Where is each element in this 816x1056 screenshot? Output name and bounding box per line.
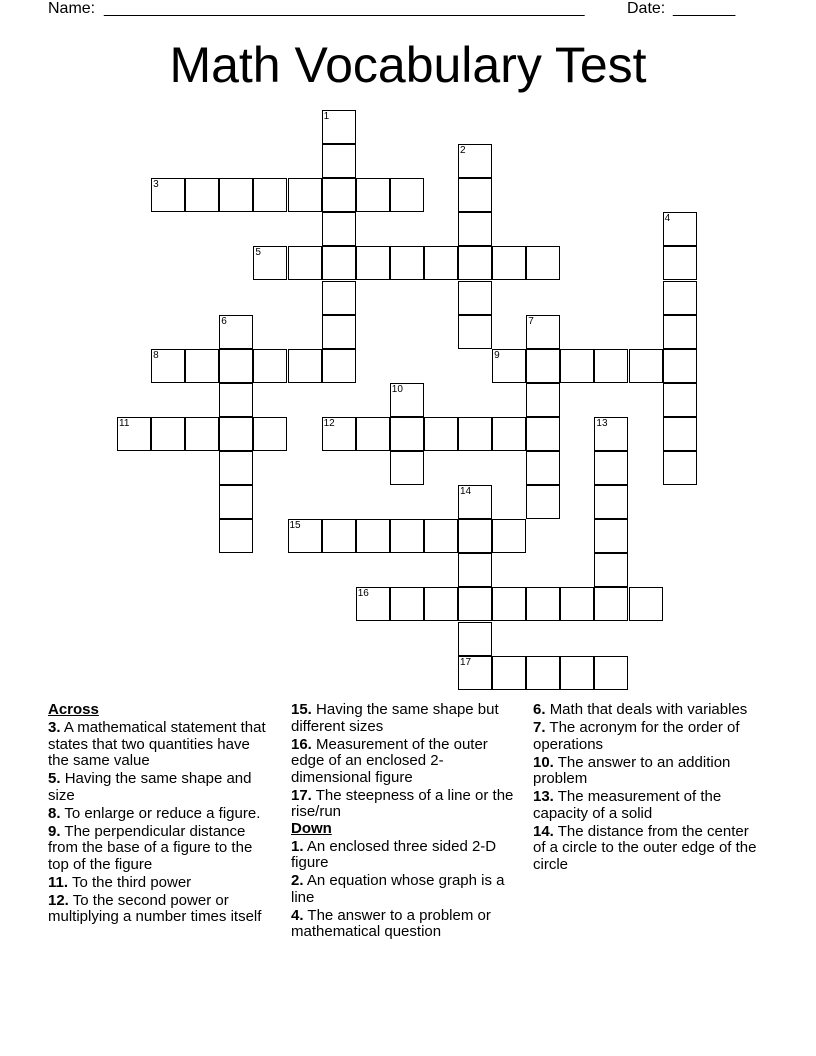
crossword-cell[interactable] xyxy=(629,349,663,383)
crossword-cell[interactable] xyxy=(219,519,253,553)
crossword-cell[interactable] xyxy=(390,246,424,280)
crossword-cell[interactable] xyxy=(594,417,628,451)
crossword-cell[interactable] xyxy=(390,417,424,451)
date-field[interactable]: _______ xyxy=(673,0,736,17)
crossword-cell[interactable] xyxy=(219,485,253,519)
crossword-cell[interactable] xyxy=(458,622,492,656)
crossword-cell[interactable] xyxy=(492,656,526,690)
crossword-cell[interactable] xyxy=(663,417,697,451)
clue-down-14: 14. The distance from the center of a circle to the outer edge of the circle xyxy=(533,822,757,873)
crossword-cell[interactable] xyxy=(185,417,219,451)
crossword-cell[interactable] xyxy=(322,212,356,246)
crossword-cell[interactable] xyxy=(458,519,492,553)
crossword-cell[interactable] xyxy=(458,144,492,178)
crossword-cell[interactable] xyxy=(458,281,492,315)
clue-down-13: 13. The measurement of the capacity of a solid xyxy=(533,788,722,822)
cell-number: 8 xyxy=(153,349,159,361)
crossword-cell[interactable] xyxy=(458,178,492,212)
crossword-cell[interactable] xyxy=(390,383,424,417)
clue-across-12: 12. To the second power or multiplying a number times itself xyxy=(48,891,262,925)
name-field[interactable]: ______________________________________________________ xyxy=(104,0,585,17)
crossword-cell[interactable] xyxy=(492,417,526,451)
clue-down-2: 2. An equation whose graph is a line xyxy=(291,872,505,906)
crossword-cell[interactable] xyxy=(629,587,663,621)
cell-number: 4 xyxy=(664,213,671,225)
crossword-cell[interactable] xyxy=(322,281,356,315)
cell-number: 16 xyxy=(357,588,369,600)
crossword-cell[interactable] xyxy=(151,178,185,212)
crossword-cell[interactable] xyxy=(458,656,492,690)
crossword-cell[interactable] xyxy=(390,451,424,485)
cell-number: 17 xyxy=(460,656,472,668)
crossword-cell[interactable] xyxy=(288,246,322,280)
crossword-cell[interactable] xyxy=(492,587,526,621)
crossword-cell[interactable] xyxy=(526,383,560,417)
crossword-cell[interactable] xyxy=(219,178,253,212)
crossword-cell[interactable] xyxy=(526,451,560,485)
crossword-cell[interactable] xyxy=(322,144,356,178)
crossword-cell[interactable] xyxy=(322,315,356,349)
crossword-cell[interactable] xyxy=(458,212,492,246)
cell-number: 11 xyxy=(119,417,130,429)
crossword-cell[interactable] xyxy=(594,587,628,621)
crossword-cell[interactable] xyxy=(356,178,390,212)
crossword-cell[interactable] xyxy=(322,246,356,280)
cell-number: 3 xyxy=(153,179,159,191)
clue-across-17: 17. The steepness of a line or the rise/run xyxy=(291,786,514,820)
crossword-cell[interactable] xyxy=(390,178,424,212)
crossword-cell[interactable] xyxy=(560,587,594,621)
crossword-cell[interactable] xyxy=(458,553,492,587)
crossword-cell[interactable] xyxy=(390,587,424,621)
crossword-cell[interactable] xyxy=(492,519,526,553)
crossword-cell[interactable] xyxy=(526,349,560,383)
crossword-cell[interactable] xyxy=(151,417,185,451)
crossword-cell[interactable] xyxy=(458,315,492,349)
across-heading: Across xyxy=(48,701,99,718)
clue-down-6: 6. Math that deals with variables xyxy=(533,701,748,718)
crossword-cell[interactable] xyxy=(594,451,628,485)
cell-number: 6 xyxy=(221,315,227,327)
clue-across-3: 3. A mathematical statement that states that two quantities have the same value xyxy=(48,719,266,769)
crossword-cell[interactable] xyxy=(663,349,697,383)
down-heading: Down xyxy=(291,819,332,837)
crossword-cell[interactable] xyxy=(219,417,253,451)
crossword-cell[interactable] xyxy=(458,417,492,451)
cell-number: 14 xyxy=(460,486,472,498)
crossword-cell[interactable] xyxy=(253,246,287,280)
cell-number: 12 xyxy=(323,417,335,429)
crossword-cell[interactable] xyxy=(322,417,356,451)
crossword-cell[interactable] xyxy=(185,178,219,212)
crossword-cell[interactable] xyxy=(424,246,458,280)
crossword-cell[interactable] xyxy=(356,587,390,621)
crossword-cell[interactable] xyxy=(151,349,185,383)
crossword-cell[interactable] xyxy=(219,315,253,349)
crossword-cell[interactable] xyxy=(526,417,560,451)
cell-number: 7 xyxy=(528,315,534,327)
crossword-cell[interactable] xyxy=(526,656,560,690)
clue-down-7: 7. The acronym for the order of operations xyxy=(533,719,740,753)
crossword-cell[interactable] xyxy=(594,485,628,519)
crossword-cell[interactable] xyxy=(288,519,322,553)
crossword-cell[interactable] xyxy=(185,349,219,383)
clue-column-2 xyxy=(291,702,516,941)
clue-across-9: 9. The perpendicular distance from the base of a figure to the top of the figure xyxy=(48,822,253,873)
crossword-cell[interactable] xyxy=(356,417,390,451)
crossword-cell[interactable] xyxy=(390,519,424,553)
clue-across-8: 8. To enlarge or reduce a figure. xyxy=(48,804,261,822)
name-label: Name: xyxy=(48,0,96,17)
crossword-cell[interactable] xyxy=(560,349,594,383)
cell-number: 1 xyxy=(323,111,330,122)
page-title: Math Vocabulary Test xyxy=(169,37,647,93)
crossword-cell[interactable] xyxy=(219,451,253,485)
crossword-cell[interactable] xyxy=(322,519,356,553)
cell-number: 5 xyxy=(255,247,261,259)
crossword-cell[interactable] xyxy=(663,451,697,485)
crossword-cell[interactable] xyxy=(322,349,356,383)
clue-across-11: 11. To the third power xyxy=(48,873,192,891)
clue-across-15: 15. Having the same shape but different sizes xyxy=(291,701,499,735)
crossword-cell[interactable] xyxy=(117,417,151,451)
clue-column-3 xyxy=(533,702,758,873)
crossword-cell[interactable] xyxy=(424,587,458,621)
crossword-cell[interactable] xyxy=(458,246,492,280)
clue-down-4: 4. The answer to a problem or mathematical question xyxy=(291,906,491,940)
crossword-cell[interactable] xyxy=(356,246,390,280)
crossword-cell[interactable] xyxy=(253,178,287,212)
crossword-cell[interactable] xyxy=(322,178,356,212)
crossword-cell[interactable] xyxy=(322,110,356,144)
crossword-cell[interactable] xyxy=(663,246,697,280)
crossword-cell[interactable] xyxy=(356,519,390,553)
cell-number: 9 xyxy=(494,349,500,361)
crossword-cell[interactable] xyxy=(424,519,458,553)
header xyxy=(48,0,748,20)
crossword-cell[interactable] xyxy=(458,485,492,519)
clue-across-5: 5. Having the same shape and size xyxy=(48,770,252,804)
crossword-cell[interactable] xyxy=(526,587,560,621)
crossword-cell[interactable] xyxy=(288,178,322,212)
clue-down-1: 1. An enclosed three sided 2-D figure xyxy=(291,837,497,871)
crossword-cell[interactable] xyxy=(560,656,594,690)
crossword-cell[interactable] xyxy=(663,315,697,349)
crossword-cell[interactable] xyxy=(288,349,322,383)
cell-number: 15 xyxy=(289,520,301,532)
crossword-cell[interactable] xyxy=(492,349,526,383)
cell-number: 13 xyxy=(596,417,608,429)
crossword-cell[interactable] xyxy=(458,587,492,621)
crossword-cell[interactable] xyxy=(219,349,253,383)
crossword-cell[interactable] xyxy=(663,281,697,315)
crossword-cell[interactable] xyxy=(253,349,287,383)
crossword-cell[interactable] xyxy=(594,519,628,553)
date-label: Date: xyxy=(627,0,666,17)
crossword-cell[interactable] xyxy=(663,383,697,417)
clue-column-1 xyxy=(48,702,273,926)
crossword-cell[interactable] xyxy=(219,383,253,417)
cell-number: 10 xyxy=(391,383,403,395)
crossword-cell[interactable] xyxy=(594,349,628,383)
clue-across-16: 16. Measurement of the outer edge of an enclosed 2-dimensional figure xyxy=(291,735,488,786)
crossword-cell[interactable] xyxy=(424,417,458,451)
crossword-cell[interactable] xyxy=(492,246,526,280)
crossword-cell[interactable] xyxy=(526,315,560,349)
crossword-cell[interactable] xyxy=(526,485,560,519)
clue-down-10: 10. The answer to an addition problem xyxy=(533,753,731,787)
crossword-cell[interactable] xyxy=(253,417,287,451)
crossword-cell[interactable] xyxy=(594,656,628,690)
crossword-cell[interactable] xyxy=(594,553,628,587)
crossword-cell[interactable] xyxy=(526,246,560,280)
cell-number: 2 xyxy=(460,145,466,157)
crossword-cell[interactable] xyxy=(663,212,697,246)
